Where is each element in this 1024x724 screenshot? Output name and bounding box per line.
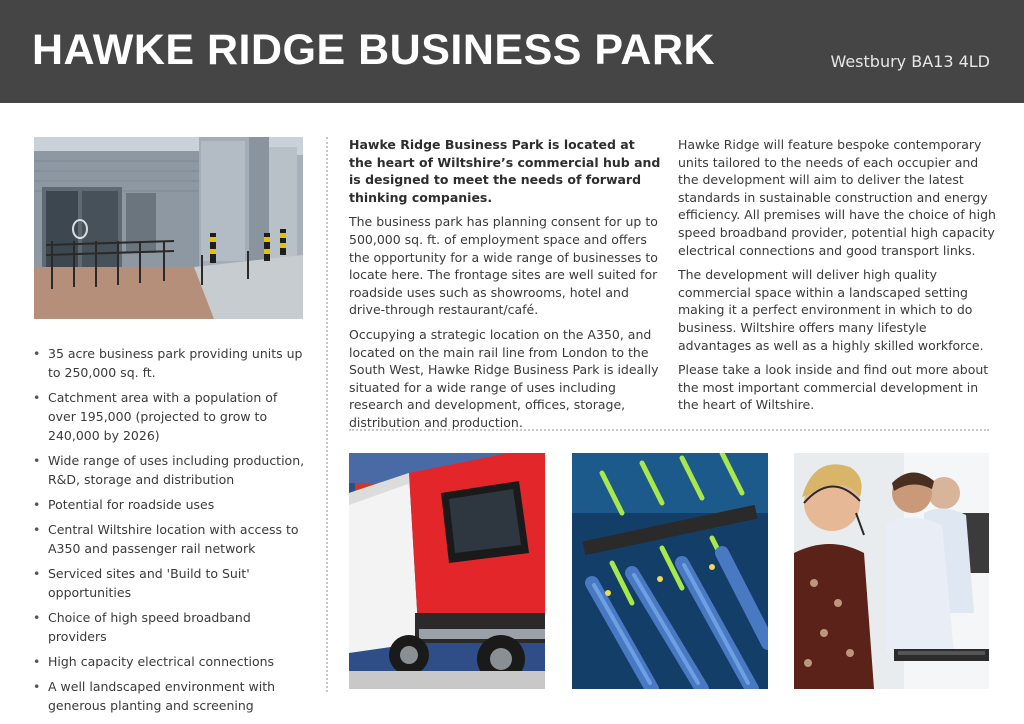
description-column [678,136,996,421]
header-banner [0,0,1024,103]
truck-photo [349,453,545,689]
description-paragraph: Hawke Ridge will feature bespoke contemporary units tailored to the needs of each occupier and the development will aim to deliver the latest standards in sustainable construction and energy efficiency. All premises will have the choice of high speed broadband provider, potential high capacity electrical connections and good transport links. [678,137,996,258]
building-photo [34,137,303,319]
list-item: • Wide range of uses including production, R&D, storage and distribution [32,451,306,489]
intro-column [349,136,661,439]
list-item: • 35 acre business park providing units up to 250,000 sq. ft. [32,344,306,382]
horizontal-dotted-divider [349,429,989,431]
description-paragraph: Please take a look inside and find out more about the most important commercial development in the heart of Wiltshire. [678,362,989,413]
key-features-list [32,344,306,721]
network-cables-photo [572,453,768,689]
call-centre-photo [794,453,989,689]
page-title: HAWKE RIDGE BUSINESS PARK [32,26,716,74]
list-item: • A well landscaped environment with generous planting and screening [32,677,306,715]
intro-paragraph: The business park has planning consent for up to 500,000 sq. ft. of employment space and offers the opportunity for a wide range of businesses to locate here. The frontage sites are well suited for roadside uses such as showrooms, hotel and drive-through restaurant/café. [349,214,658,318]
intro-paragraph: Occupying a strategic location on the A350, and located on the main rail line from London to the South West, Hawke Ridge Business Park is ideally situated for a wide range of uses including research and development, offices, storage, distribution and production. [349,326,659,430]
list-item: • Choice of high speed broadband providers [32,608,306,646]
list-item: • Catchment area with a population of over 195,000 (projected to grow to 240,000 by 2026) [32,388,306,445]
intro-lead-paragraph: Hawke Ridge Business Park is located at the heart of Wiltshire’s commercial hub and is designed to meet the needs of forward thinking companies. [349,137,661,205]
list-item: • Central Wiltshire location with access to A350 and passenger rail network [32,520,306,558]
description-paragraph: The development will deliver high quality commercial space within a landscaped setting making it a perfect environment in which to do business. Wiltshire offers many lifestyle advantages as well as a highly skilled workforce. [678,267,984,353]
list-item: • High capacity electrical connections [32,652,306,671]
location-postcode: Westbury BA13 4LD [830,52,990,71]
list-item: • Serviced sites and 'Build to Suit' opportunities [32,564,306,602]
vertical-dotted-divider [326,137,328,692]
list-item: • Potential for roadside uses [32,495,306,514]
